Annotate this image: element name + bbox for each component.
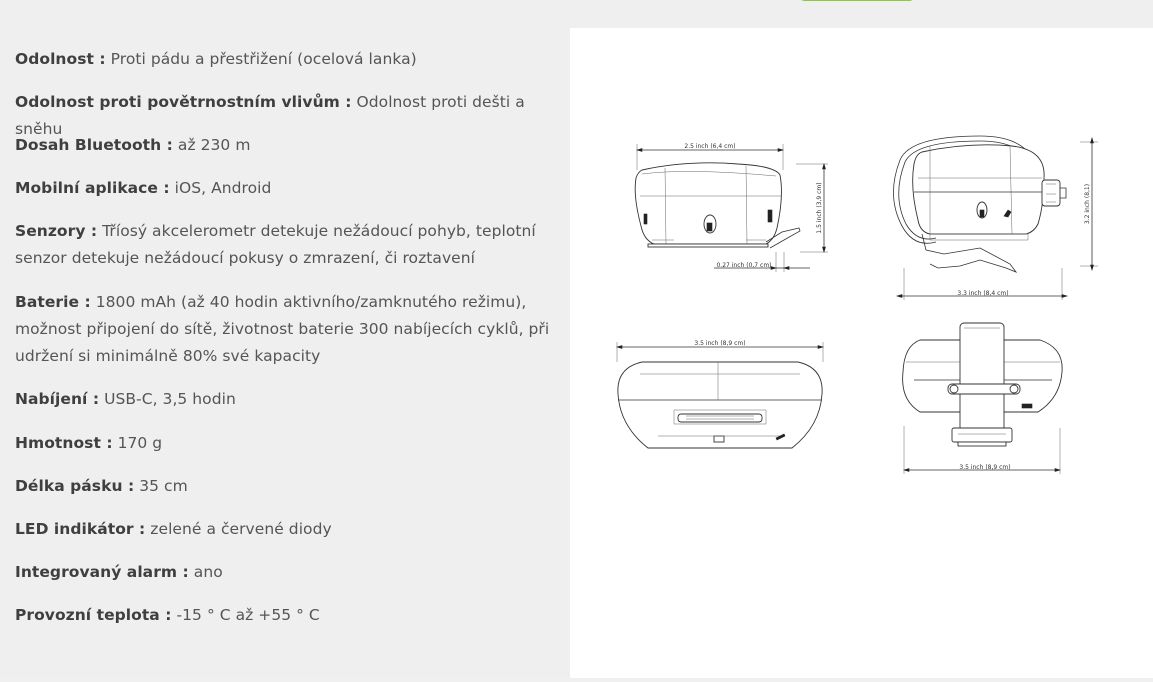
spec-value: iOS, Android: [174, 179, 272, 197]
spec-row-strap: [15, 473, 550, 500]
spec-row-bluetooth: [15, 132, 550, 159]
spec-label: Dosah Bluetooth :: [15, 136, 173, 154]
spec-value: -15 ° C až +55 ° C: [176, 606, 320, 624]
spec-value: 1800 mAh (až 40 hodin aktivního/zamknutého režimu), možnost připojení do sítě, životnost baterie 300 nabíjecích cyklů, při udržení si minimálně 80% své kapacity: [15, 293, 550, 365]
spec-value: ano: [193, 563, 223, 581]
top-strip: [0, 0, 1153, 28]
spec-row-led: [15, 516, 550, 543]
spec-label: LED indikátor :: [15, 520, 146, 538]
spec-value: 170 g: [117, 434, 163, 452]
spec-label: Senzory :: [15, 222, 98, 240]
spec-row-temperature: [15, 602, 550, 629]
spec-label: Odolnost :: [15, 50, 106, 68]
spec-value: USB-C, 3,5 hodin: [104, 390, 236, 408]
spec-list: [0, 28, 570, 678]
spec-row-weight: [15, 430, 550, 457]
dim-bottom-width: 3.5 inch (8,9 cm): [694, 340, 746, 347]
dim-front-height: 1.5 inch (3,9 cm): [816, 182, 823, 234]
spec-value: Odolnost proti dešti a sněhu: [15, 93, 525, 138]
spec-row-resistance: [15, 46, 550, 73]
front-view: [635, 143, 828, 272]
spec-row-sensors: [15, 218, 550, 272]
spec-row-charging: [15, 386, 550, 413]
spec-value: Proti pádu a přestřižení (ocelová lanka): [110, 50, 417, 68]
side-view: [893, 136, 1098, 300]
spec-row-battery: [15, 289, 550, 370]
dim-rear-width: 3.5 inch (8,9 cm): [959, 464, 1011, 471]
product-drawing-panel: [570, 28, 1153, 678]
spec-label: Mobilní aplikace :: [15, 179, 170, 197]
spec-value: až 230 m: [177, 136, 251, 154]
spec-row-alarm: [15, 559, 550, 586]
spec-label: Odolnost proti povětrnostním vlivům :: [15, 93, 352, 111]
spec-value: zelené a červené diody: [150, 520, 332, 538]
dim-side-width: 3.3 inch (8,4 cm): [957, 290, 1009, 297]
spec-value: Tříosý akcelerometr detekuje nežádoucí pohyb, teplotní senzor detekuje nežádoucí pokusy o zmrazení, či roztavení: [15, 222, 536, 267]
technical-drawing: [570, 28, 1153, 678]
spec-value: 35 cm: [139, 477, 188, 495]
bottom-view: [617, 340, 823, 448]
dim-side-height: 3.2 inch (8,1): [1084, 183, 1091, 225]
spec-label: Délka pásku :: [15, 477, 135, 495]
dim-front-depth: 0.27 inch (0,7 cm): [716, 262, 772, 269]
accent-tab: [798, 0, 916, 1]
spec-row-app: [15, 175, 550, 202]
spec-label: Baterie :: [15, 293, 91, 311]
spec-label: Hmotnost :: [15, 434, 113, 452]
spec-label: Integrovaný alarm :: [15, 563, 189, 581]
rear-view: [903, 323, 1063, 474]
spec-label: Provozní teplota :: [15, 606, 172, 624]
dim-front-width: 2.5 inch (6,4 cm): [684, 143, 736, 150]
spec-label: Nabíjení :: [15, 390, 100, 408]
